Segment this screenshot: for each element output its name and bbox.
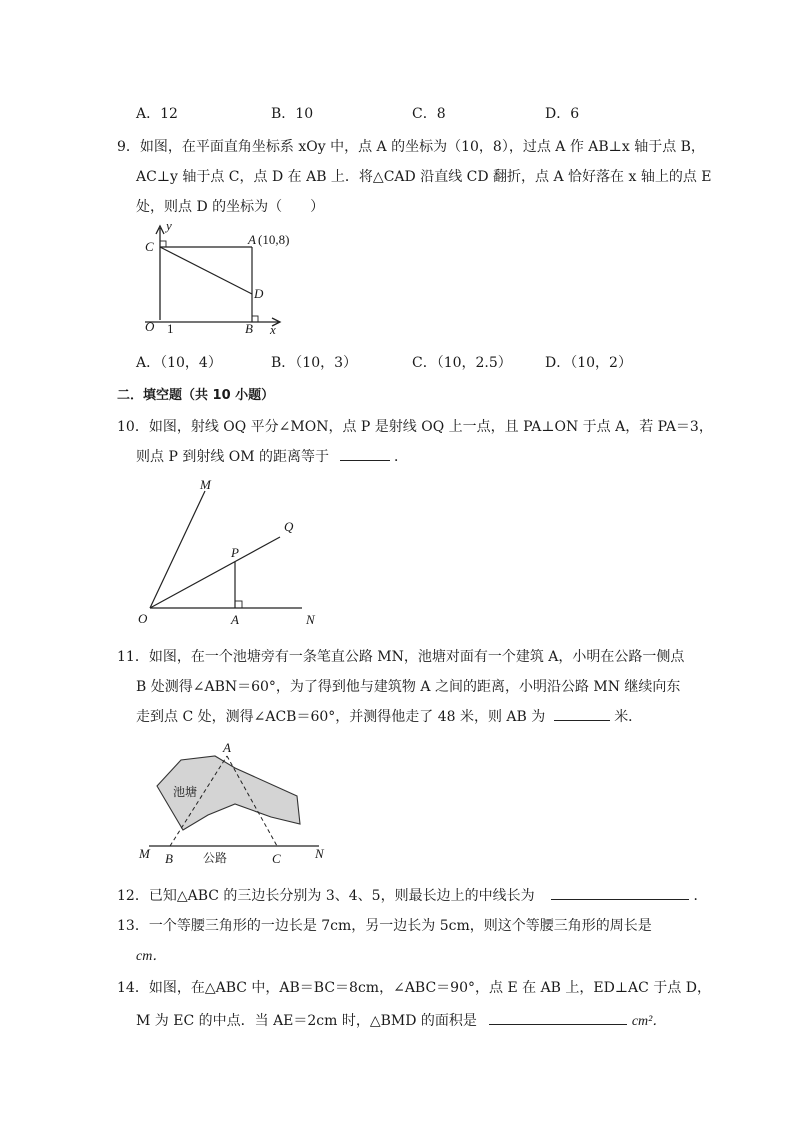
q9-figure (130, 220, 310, 340)
q14-line-2 (136, 1010, 666, 1030)
q9-line-2: AC⊥y 轴于点 C，点 D 在 AB 上．将△CAD 沿直线 CD 翻折，点 A 恰好落在 x 轴上的点 E (136, 169, 712, 185)
q10-end: ． (393, 449, 408, 465)
q11-label-n: N (315, 846, 324, 861)
q10-line-1: 10．如图，射线 OQ 平分∠MON，点 P 是射线 OQ 上一点，且 PA⊥ON 于点 A，若 PA＝3， (117, 419, 713, 435)
q13-line-1: 13．一个等腰三角形的一边长是 7cm，另一边长为 5cm，则这个等腰三角形的周长是 (117, 918, 652, 934)
q9-line-1: 9．如图，在平面直角坐标系 xOy 中，点 A 的坐标为（10，8），过点 A 作 AB⊥x 轴于点 B， (117, 139, 705, 155)
q14-line-2-text: M 为 EC 的中点．当 AE＝2cm 时，△BMD 的面积是 (136, 1013, 477, 1029)
q11-label-b: B (165, 851, 173, 866)
q10-line-2 (136, 446, 408, 466)
q11-label-a: A (223, 740, 231, 755)
q9-label-coord: (10,8) (258, 232, 290, 247)
q11-line-3-text: 走到点 C 处，测得∠ACB＝60°，并测得他走了 48 米，则 AB 为 (136, 709, 546, 725)
q10-label-m: M (200, 477, 211, 492)
q9-line-3: 处，则点 D 的坐标为（ ） (136, 199, 325, 215)
q9-option-c: C．（10，2.5） (412, 355, 512, 371)
q10-label-o: O (138, 611, 148, 626)
q9-label-d: D (254, 286, 264, 301)
q11-label-m: M (139, 846, 150, 861)
q9-label-b: B (245, 321, 253, 336)
q11-unit: 米． (614, 709, 643, 725)
q8-option-b: B．10 (271, 106, 314, 122)
q10-label-p: P (231, 545, 239, 560)
section-heading: 二．填空题（共 10 小题） (117, 388, 275, 403)
q11-line-2: B 处测得∠ABN＝60°，为了得到他与建筑物 A 之间的距离，小明沿公路 MN 继续向东 (136, 679, 681, 695)
q10-label-n: N (306, 612, 315, 627)
q11-label-road: 公路 (203, 851, 228, 865)
q8-option-c: C．8 (412, 106, 446, 122)
q10-ray-oq (150, 537, 280, 608)
q8-option-a: A．12 (136, 106, 178, 122)
q10-ray-om (150, 491, 205, 608)
q9-option-d: D．（10，2） (545, 355, 632, 371)
q12-end: ． (693, 888, 708, 904)
q9-label-a: A (248, 232, 256, 247)
q14-line-1: 14．如图，在△ABC 中，AB＝BC＝8cm，∠ABC＝90°，点 E 在 AB 上，ED⊥AC 于点 D， (117, 980, 711, 996)
q9-option-a: A．（10，4） (136, 355, 222, 371)
q10-label-a: A (231, 612, 239, 627)
q9-label-1: 1 (167, 321, 174, 336)
q11-label-pond: 池塘 (173, 785, 198, 799)
q12-answer-blank[interactable] (551, 885, 689, 900)
q14-unit: cm²． (631, 1014, 667, 1029)
q13-line-2: cm． (136, 949, 167, 964)
q9-label-c: C (145, 239, 154, 254)
q10-label-q: Q (284, 519, 294, 534)
q12-line (117, 885, 707, 905)
q9-label-x: x (270, 322, 276, 337)
q9-option-b: B．（10，3） (271, 355, 358, 371)
q11-line-1: 11．如图，在一个池塘旁有一条笔直公路 MN，池塘对面有一个建筑 A，小明在公路一侧点 (117, 649, 685, 665)
q9-label-o: O (145, 319, 155, 334)
q11-line-3 (136, 706, 642, 726)
q12-text: 12．已知△ABC 的三边长分别为 3、4、5，则最长边上的中线长为 (117, 888, 535, 904)
q9-label-y: y (166, 218, 172, 233)
q10-line-2-text: 则点 P 到射线 OM 的距离等于 (136, 449, 330, 465)
q11-answer-blank[interactable] (554, 706, 610, 721)
q10-figure (130, 475, 315, 627)
q11-label-c: C (272, 851, 281, 866)
q9-segment-cd (160, 247, 252, 294)
q8-option-d: D．6 (545, 106, 580, 122)
q10-answer-blank[interactable] (340, 446, 390, 461)
q11-figure (135, 738, 335, 868)
q14-answer-blank[interactable] (489, 1010, 627, 1025)
